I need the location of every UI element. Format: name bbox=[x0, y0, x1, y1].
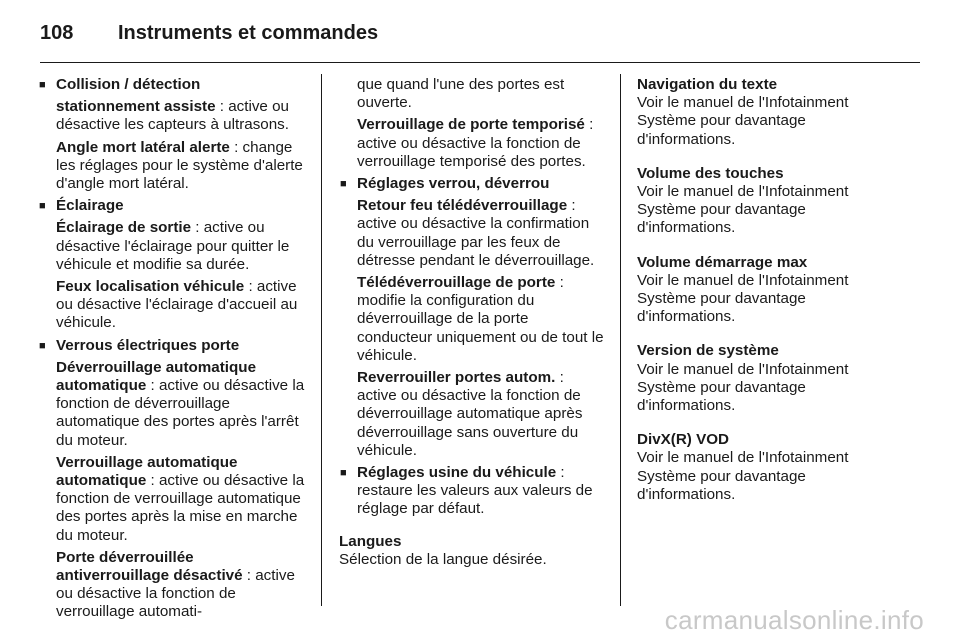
entry-keyword: stationnement assiste bbox=[56, 98, 216, 116]
column-divider-2 bbox=[620, 74, 621, 606]
entry-keyword: Porte déverrouillée antiverrouillage désactivé bbox=[56, 548, 243, 585]
entry-keyword: Retour feu télédéverrouillage bbox=[357, 197, 568, 215]
section-navigation-texte bbox=[637, 76, 907, 149]
section-heading: Navigation du texte bbox=[637, 76, 778, 93]
page-number: 108 bbox=[40, 21, 74, 44]
entry-text: : active ou désactive la fonction de verrouillage temporisé des portes. bbox=[357, 116, 594, 170]
entry-stationnement bbox=[38, 98, 306, 134]
page-title: Instruments et commandes bbox=[118, 21, 379, 44]
bullet-verrous bbox=[38, 337, 306, 355]
entry-keyword: Verrouillage de porte temporisé bbox=[357, 116, 585, 134]
section-text: Voir le manuel de l'Infotainment Système pour davantage d'informations. bbox=[637, 94, 849, 148]
entry-keyword: Verrouillage automatique automatique bbox=[56, 453, 238, 490]
header-rule bbox=[40, 62, 920, 63]
section-version-systeme bbox=[637, 342, 907, 415]
section-divx bbox=[637, 431, 907, 504]
entry-text: : active ou désactive les capteurs à ultrasons. bbox=[56, 98, 289, 134]
entry-text: : active ou désactive la fonction de déverrouillage automatique des portes après l'arrêt du moteur. bbox=[56, 377, 305, 449]
section-heading: DivX(R) VOD bbox=[637, 431, 729, 449]
bullet-heading: ■ Réglages verrou, déverrou bbox=[357, 175, 550, 193]
section-heading: Volume démarrage max bbox=[637, 253, 808, 271]
entry-text: : active ou désactive l'éclairage d'accueil au véhicule. bbox=[56, 278, 298, 332]
column-divider-1 bbox=[321, 74, 322, 606]
entry-text: : active ou désactive la fonction de verrouillage automati- bbox=[56, 567, 295, 621]
entry-retour-feu bbox=[339, 197, 605, 270]
column-3 bbox=[637, 76, 907, 520]
section-heading: Volume des touches bbox=[637, 164, 784, 182]
bullet-heading: ■ Collision / détection bbox=[56, 76, 201, 93]
entry-text: : active ou désactive l'éclairage pour quitter le véhicule et modifie sa durée. bbox=[56, 219, 290, 273]
entry-continuation: que quand l'une des portes est ouverte. bbox=[357, 76, 565, 112]
column-2 bbox=[339, 76, 605, 569]
entry-text: : restaure les valeurs aux valeurs de réglage par défaut. bbox=[357, 464, 593, 518]
entry-keyword: Télédéverrouillage de porte bbox=[357, 274, 556, 292]
column-1 bbox=[38, 76, 306, 626]
bullet-eclairage bbox=[38, 197, 306, 215]
section-text: Voir le manuel de l'Infotainment Système pour davantage d'informations. bbox=[637, 271, 849, 326]
entry-text: : modifie la configuration du déverrouillage de la porte conducteur uniquement ou de tout le véhicule. bbox=[357, 274, 604, 364]
section-volume-demarrage bbox=[637, 254, 907, 327]
bullet-reglages-usine bbox=[339, 464, 605, 519]
entry-keyword: Angle mort latéral alerte bbox=[56, 138, 230, 156]
section-heading: Version de système bbox=[637, 342, 779, 360]
entry-keyword: Réglages usine du véhicule bbox=[357, 464, 557, 482]
entry-teledeverrouillage bbox=[339, 274, 605, 365]
entry-keyword: Éclairage de sortie bbox=[56, 219, 192, 237]
entry-verrouillage-temporise bbox=[339, 116, 605, 171]
entry-keyword: Reverrouiller portes autom. bbox=[357, 369, 556, 387]
entry-porte-deverrouillee bbox=[38, 549, 306, 622]
bullet-heading: ■ Verrous électriques porte bbox=[56, 336, 240, 354]
entry-text: : active ou désactive la fonction de déverrouillage automatique après déverrouillage sans ouverture du véhicule. bbox=[357, 369, 583, 459]
section-text: Voir le manuel de l'Infotainment Système pour davantage d'informations. bbox=[637, 183, 849, 237]
section-langues bbox=[339, 533, 605, 569]
bullet-reglages-verrou bbox=[339, 175, 605, 193]
entry-text: : change les réglages pour le système d'alerte d'angle mort latéral. bbox=[56, 138, 303, 193]
bullet-heading: ■ Éclairage bbox=[56, 197, 124, 215]
section-text: Voir le manuel de l'Infotainment Système pour davantage d'informations. bbox=[637, 449, 849, 503]
entry-text: : active ou désactive la confirmation du verrouillage par les feux de détresse pendant le déverrouillage. bbox=[357, 197, 595, 269]
bullet-collision bbox=[38, 76, 306, 94]
entry-reverrouiller bbox=[339, 369, 605, 460]
entry-verrouillage-auto bbox=[38, 454, 306, 545]
entry-feux-localisation bbox=[38, 278, 306, 333]
entry-keyword: Déverrouillage automatique automatique bbox=[56, 358, 257, 395]
entry-eclairage-sortie bbox=[38, 219, 306, 274]
section-heading: Langues bbox=[339, 532, 402, 550]
page-header bbox=[40, 18, 378, 48]
entry-keyword: Feux localisation véhicule bbox=[56, 278, 245, 296]
entry-text: : active ou désactive la fonction de verrouillage automatique des portes après la mise en marche du moteur. bbox=[56, 472, 305, 544]
watermark: carmanualsonline.info bbox=[664, 605, 924, 635]
section-text: Sélection de la langue désirée. bbox=[339, 550, 547, 568]
section-volume-touches bbox=[637, 165, 907, 238]
entry-deverrouillage-auto bbox=[38, 359, 306, 450]
section-text: Voir le manuel de l'Infotainment Système pour davantage d'informations. bbox=[637, 360, 849, 415]
entry-angle-mort bbox=[38, 139, 306, 194]
